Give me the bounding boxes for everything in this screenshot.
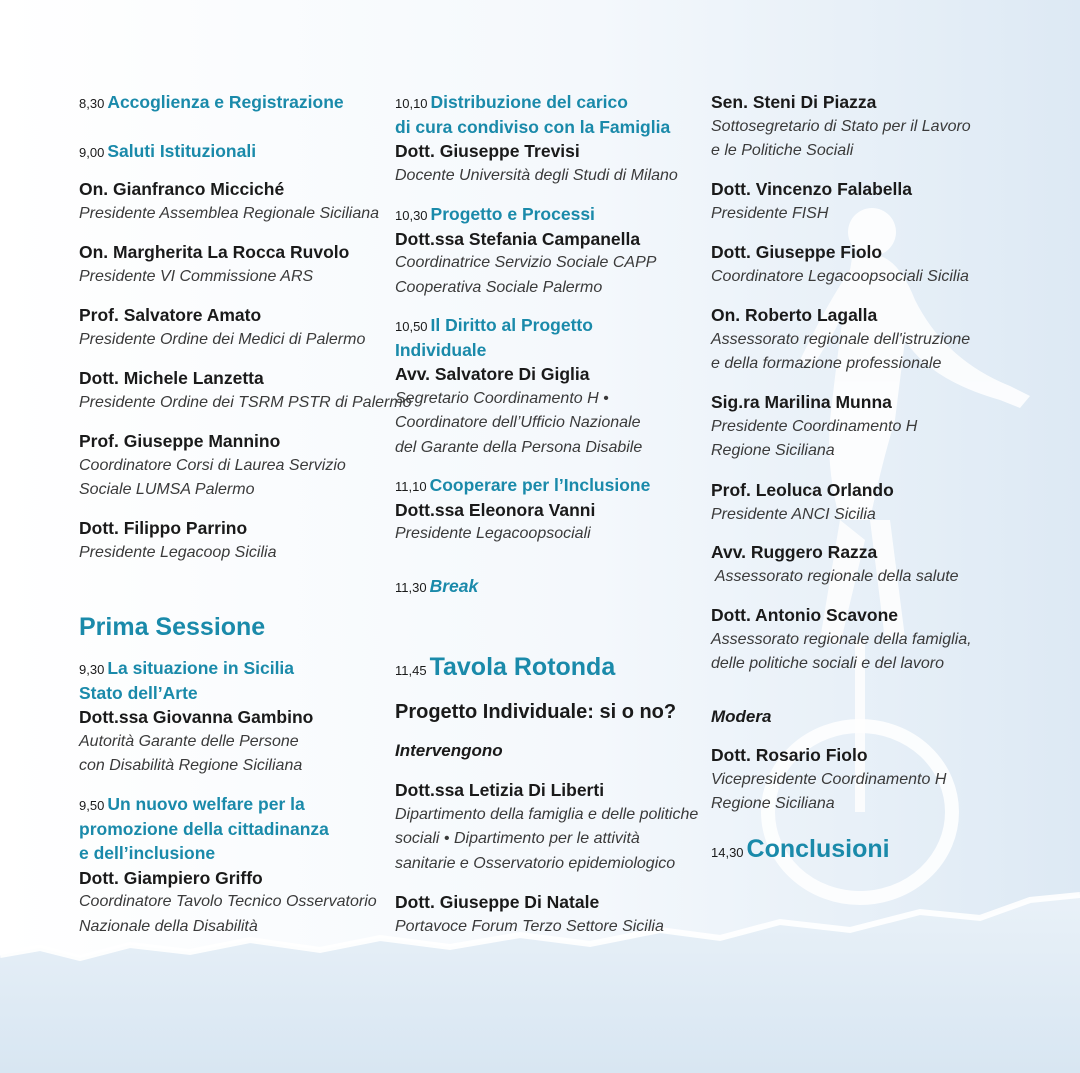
section-heading: Tavola Rotonda (429, 653, 616, 681)
session-title: e dell’inclusione (79, 843, 216, 863)
session-title: La situazione in Sicilia (107, 658, 295, 678)
speaker-name: Dott. Giuseppe Di Natale (395, 892, 600, 912)
session-time: 10,10 (395, 96, 428, 111)
session-conclusions (711, 832, 1011, 866)
speaker-role: Segretario Coordinamento H • (395, 389, 609, 407)
session-time: 11,30 (395, 580, 427, 595)
speaker-name: On. Gianfranco Micciché (79, 179, 285, 199)
speaker-name: Avv. Salvatore Di Giglia (395, 364, 590, 384)
speaker (711, 603, 1011, 677)
speaker-role: Coordinatore Corsi di Laurea Servizio (79, 456, 346, 474)
session-project (395, 202, 705, 300)
session-title: Individuale (395, 339, 487, 360)
session-right (395, 313, 705, 460)
session-time: 14,30 (711, 845, 744, 860)
speaker (711, 478, 1011, 527)
round-table-question (395, 698, 705, 726)
speaker (395, 890, 705, 939)
speaker-role: Cooperativa Sociale Palermo (395, 278, 603, 296)
speaker-name: Dott. Michele Lanzetta (79, 368, 264, 388)
speaker (79, 303, 379, 352)
label-modera: Modera (711, 707, 772, 726)
speaker-role: Assessorato regionale dell'istruzione (711, 330, 971, 348)
section-heading-first-session (79, 610, 379, 644)
speaker-role: Presidente Assemblea Regionale Siciliana (79, 204, 380, 222)
speaker-role: sociali • Dipartimento per le attività (395, 830, 640, 847)
session-title: Break (429, 576, 479, 596)
session-title: Stato dell’Arte (79, 682, 198, 703)
session-time: 11,45 (395, 663, 427, 678)
speaker-name: Dott. Giuseppe Trevisi (395, 141, 580, 161)
section-heading: Conclusioni (746, 835, 890, 863)
speaker-name: Dott. Giampiero Griffo (79, 867, 263, 888)
speaker-role: Presidente Ordine dei Medici di Palermo (79, 330, 366, 348)
speaker-role: e della formazione professionale (711, 355, 942, 372)
speaker-role: Presidente Ordine dei TSRM PSTR di Palermo (79, 393, 412, 411)
speaker-name: Prof. Salvatore Amato (79, 305, 262, 325)
session-title: promozione della cittadinanza (79, 818, 329, 839)
speaker (79, 366, 412, 415)
session-time: 9,00 (79, 145, 105, 160)
moderator-label-block (711, 705, 1011, 730)
session-time: 10,50 (395, 319, 428, 334)
speaker-name: Dott.ssa Stefania Campanella (395, 228, 641, 249)
session-title: Saluti Istituzionali (107, 141, 257, 161)
speaker-role: Portavoce Forum Terzo Settore Sicilia (395, 917, 664, 935)
speaker-role: sanitarie e Osservatorio epidemiologico (395, 854, 676, 872)
speaker-role: Regione Siciliana (711, 442, 835, 459)
speaker (395, 778, 705, 876)
speaker-role: Coordinatore dell’Ufficio Nazionale (395, 414, 641, 431)
session-inclusion (395, 473, 705, 547)
speaker (711, 390, 1011, 464)
speaker-name: Dott. Antonio Scavone (711, 605, 898, 625)
speaker-role: Regione Siciliana (711, 795, 835, 812)
speaker-role: Presidente Legacoop Sicilia (79, 543, 277, 561)
speaker-name: Dott. Vincenzo Falabella (711, 179, 912, 199)
speaker-role: con Disabilità Regione Siciliana (79, 757, 303, 774)
speaker (79, 429, 379, 503)
speaker-name: Dott. Giuseppe Fiolo (711, 242, 883, 262)
speaker-role: del Garante della Persona Disabile (395, 438, 643, 456)
speaker-role: Coordinatrice Servizio Sociale CAPP (395, 254, 657, 271)
speaker-role: Nazionale della Disabilità (79, 917, 258, 935)
speaker-role: Assessorato regionale della salute (711, 567, 959, 585)
session-title: di cura condiviso con la Famiglia (395, 116, 671, 137)
speaker (79, 516, 379, 565)
speaker-role: Coordinatore Tavolo Tecnico Osservatorio (79, 893, 377, 910)
session-time: 10,30 (395, 208, 428, 223)
session-title: Un nuovo welfare per la (107, 794, 305, 814)
speaker-name: Dott.ssa Eleonora Vanni (395, 499, 596, 520)
speaker-role: Autorità Garante delle Persone (79, 732, 299, 750)
speaker-role: Sociale LUMSA Palermo (79, 481, 255, 498)
session-title: Distribuzione del carico (430, 92, 628, 112)
speaker-role: Sottosegretario di Stato per il Lavoro (711, 117, 971, 135)
speaker-role: Assessorato regionale della famiglia, (711, 630, 972, 648)
speaker-role: Presidente Legacoopsociali (395, 525, 591, 542)
speaker (79, 240, 379, 289)
session-time: 11,10 (395, 479, 427, 494)
speaker-role: Docente Università degli Studi di Milano (395, 166, 678, 184)
session-break (395, 574, 705, 599)
speaker-name: Prof. Leoluca Orlando (711, 480, 894, 500)
speaker-name: Dott. Filippo Parrino (79, 518, 248, 538)
label-intervengono: Intervengono (395, 741, 503, 760)
session-title: Accoglienza e Registrazione (107, 92, 344, 112)
speaker-name: Avv. Ruggero Razza (711, 542, 878, 562)
speaker-role: delle politiche sociali e del lavoro (711, 655, 945, 672)
speaker (711, 540, 1011, 589)
speaker (711, 743, 1011, 817)
session-time: 9,50 (79, 798, 105, 813)
speaker-name: Sen. Steni Di Piazza (711, 92, 877, 112)
speaker (711, 303, 1011, 377)
speaker-name: Dott.ssa Giovanna Gambino (79, 707, 314, 727)
speaker (711, 177, 1011, 226)
speaker-role: Dipartimento della famiglia e delle politiche (395, 805, 699, 823)
session-welfare (79, 792, 379, 939)
speaker (711, 90, 1011, 164)
speaker-name: Dott.ssa Letizia Di Liberti (395, 780, 605, 800)
speaker (79, 177, 379, 226)
speaker-name: On. Roberto Lagalla (711, 305, 878, 325)
speaker-role: Coordinatore Legacoopsociali Sicilia (711, 267, 969, 285)
speaker-name: Sig.ra Marilina Munna (711, 392, 892, 412)
section-heading: Prima Sessione (79, 613, 266, 641)
session-care (395, 90, 705, 188)
session-time: 9,30 (79, 662, 105, 677)
question-title: Progetto Individuale: si o no? (395, 701, 677, 723)
speaker-role: Presidente ANCI Sicilia (711, 505, 876, 523)
speaker-name: Dott. Rosario Fiolo (711, 745, 868, 765)
speaker-role: Presidente VI Commissione ARS (79, 267, 314, 285)
session-sicily (79, 656, 379, 779)
speaker-name: On. Margherita La Rocca Ruvolo (79, 242, 350, 262)
speaker-role: Vicepresidente Coordinamento H (711, 770, 947, 788)
session-round-table (395, 650, 705, 684)
session-title: Cooperare per l’Inclusione (429, 475, 651, 495)
speaker (711, 240, 1011, 289)
speakers-label (395, 739, 705, 764)
session-time: 8,30 (79, 96, 105, 111)
speaker-name: Prof. Giuseppe Mannino (79, 431, 281, 451)
session-welcome (79, 90, 379, 115)
speaker-role: Presidente Coordinamento H (711, 417, 918, 435)
session-title: Il Diritto al Progetto (430, 315, 593, 335)
speaker-role: Presidente FISH (711, 204, 829, 222)
session-title: Progetto e Processi (430, 204, 595, 224)
speaker-role: e le Politiche Sociali (711, 142, 854, 159)
session-greetings (79, 139, 379, 164)
